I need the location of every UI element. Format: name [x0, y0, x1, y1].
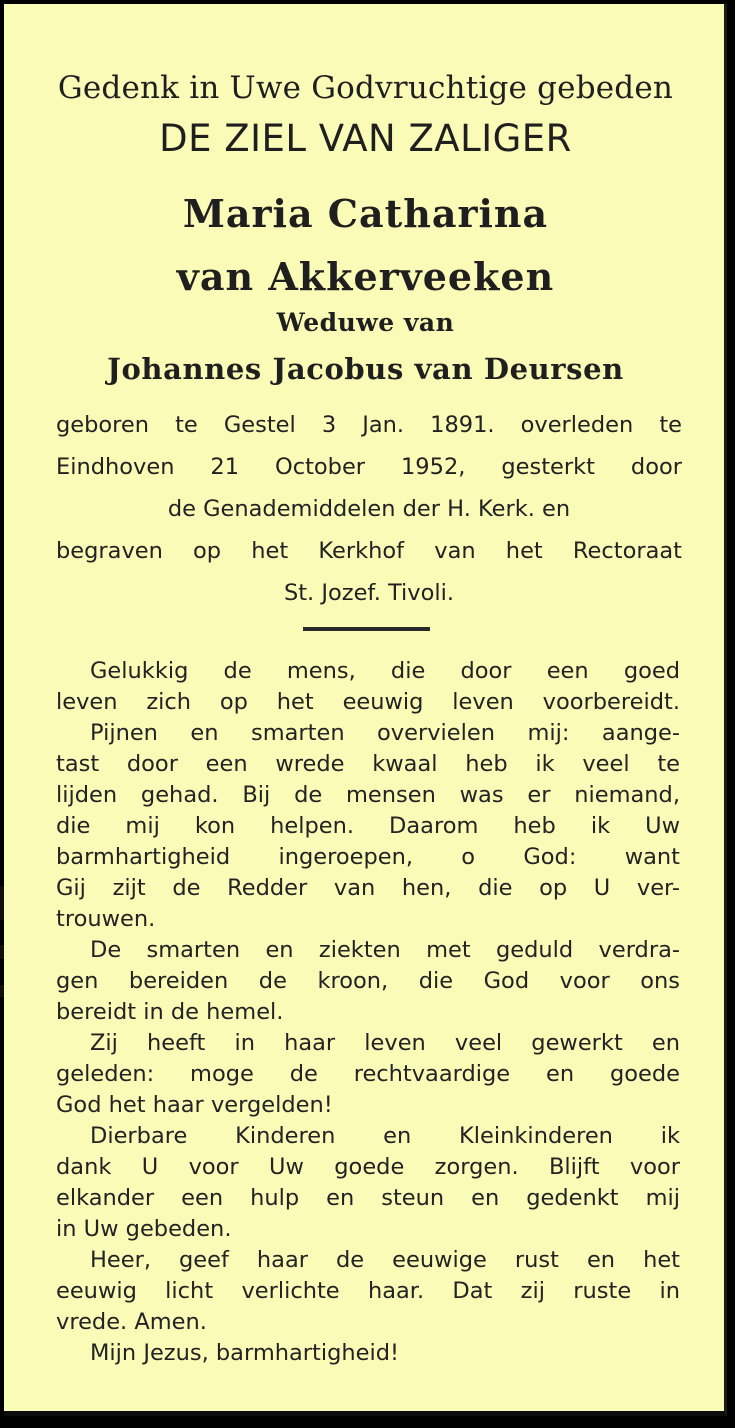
- husband-name: Johannes Jacobus van Deursen: [107, 352, 624, 386]
- widow-of-label: Weduwe van: [276, 308, 455, 337]
- soul-of-heading: DE ZIEL VAN ZALIGER: [159, 117, 572, 160]
- prayer-line: die mij kon helpen. Daarom heb ik Uw: [56, 813, 680, 839]
- prayer-line: Zij heeft in haar leven veel gewerkt en: [90, 1030, 680, 1056]
- deceased-surname: van Akkerveeken: [176, 254, 555, 299]
- prayer-line: elkander een hulp en steun en gedenkt mij: [56, 1185, 680, 1211]
- memorial-card: [4, 4, 727, 1416]
- prayer-line: in Uw gebeden.: [56, 1216, 232, 1242]
- prayer-line: De smarten en ziekten met geduld verdra-: [90, 937, 680, 963]
- prayer-line: Gij zijt de Redder van hen, die op U ver-: [56, 875, 680, 901]
- prayer-line: tast door een wrede kwaal heb ik veel te: [56, 751, 680, 777]
- biography-line: Eindhoven 21 October 1952, gesterkt door: [56, 454, 682, 480]
- prayer-line: Mijn Jezus, barmhartigheid!: [90, 1340, 400, 1366]
- prayer-line: dank U voor Uw goede zorgen. Blijft voor: [56, 1154, 680, 1180]
- prayer-line: Heer, geef haar de eeuwige rust en het: [90, 1247, 680, 1273]
- prayer-line: God het haar vergelden!: [56, 1092, 333, 1118]
- prayer-line: Dierbare Kinderen en Kleinkinderen ik: [90, 1123, 680, 1149]
- prayer-line: barmhartigheid ingeroepen, o God: want: [56, 844, 680, 870]
- invocation-line: Gedenk in Uwe Godvruchtige gebeden: [57, 70, 674, 106]
- prayer-line: leven zich op het eeuwig leven voorbereidt.: [56, 689, 680, 715]
- divider-rule: [303, 627, 430, 631]
- prayer-line: eeuwig licht verlichte haar. Dat zij ruste in: [56, 1278, 680, 1304]
- prayer-line: gen bereiden de kroon, die God voor ons: [56, 968, 680, 994]
- biography-line: begraven op het Kerkhof van het Rectoraat: [56, 538, 682, 564]
- prayer-line: vrede. Amen.: [56, 1309, 207, 1335]
- prayer-line: geleden: moge de rechtvaardige en goede: [56, 1061, 680, 1087]
- prayer-line: trouwen.: [56, 906, 156, 932]
- biography-line: de Genademiddelen der H. Kerk. en: [167, 496, 571, 522]
- biography-line: St. Jozef. Tivoli.: [283, 580, 455, 606]
- biography-line: geboren te Gestel 3 Jan. 1891. overleden te: [56, 412, 682, 438]
- prayer-line: bereidt in de hemel.: [56, 999, 284, 1025]
- prayer-line: Gelukkig de mens, die door een goed: [90, 658, 680, 684]
- prayer-line: lijden gehad. Bij de mensen was er niemand,: [56, 782, 680, 808]
- prayer-line: Pijnen en smarten overvielen mij: aange-: [90, 720, 680, 746]
- deceased-first-names: Maria Catharina: [182, 191, 549, 236]
